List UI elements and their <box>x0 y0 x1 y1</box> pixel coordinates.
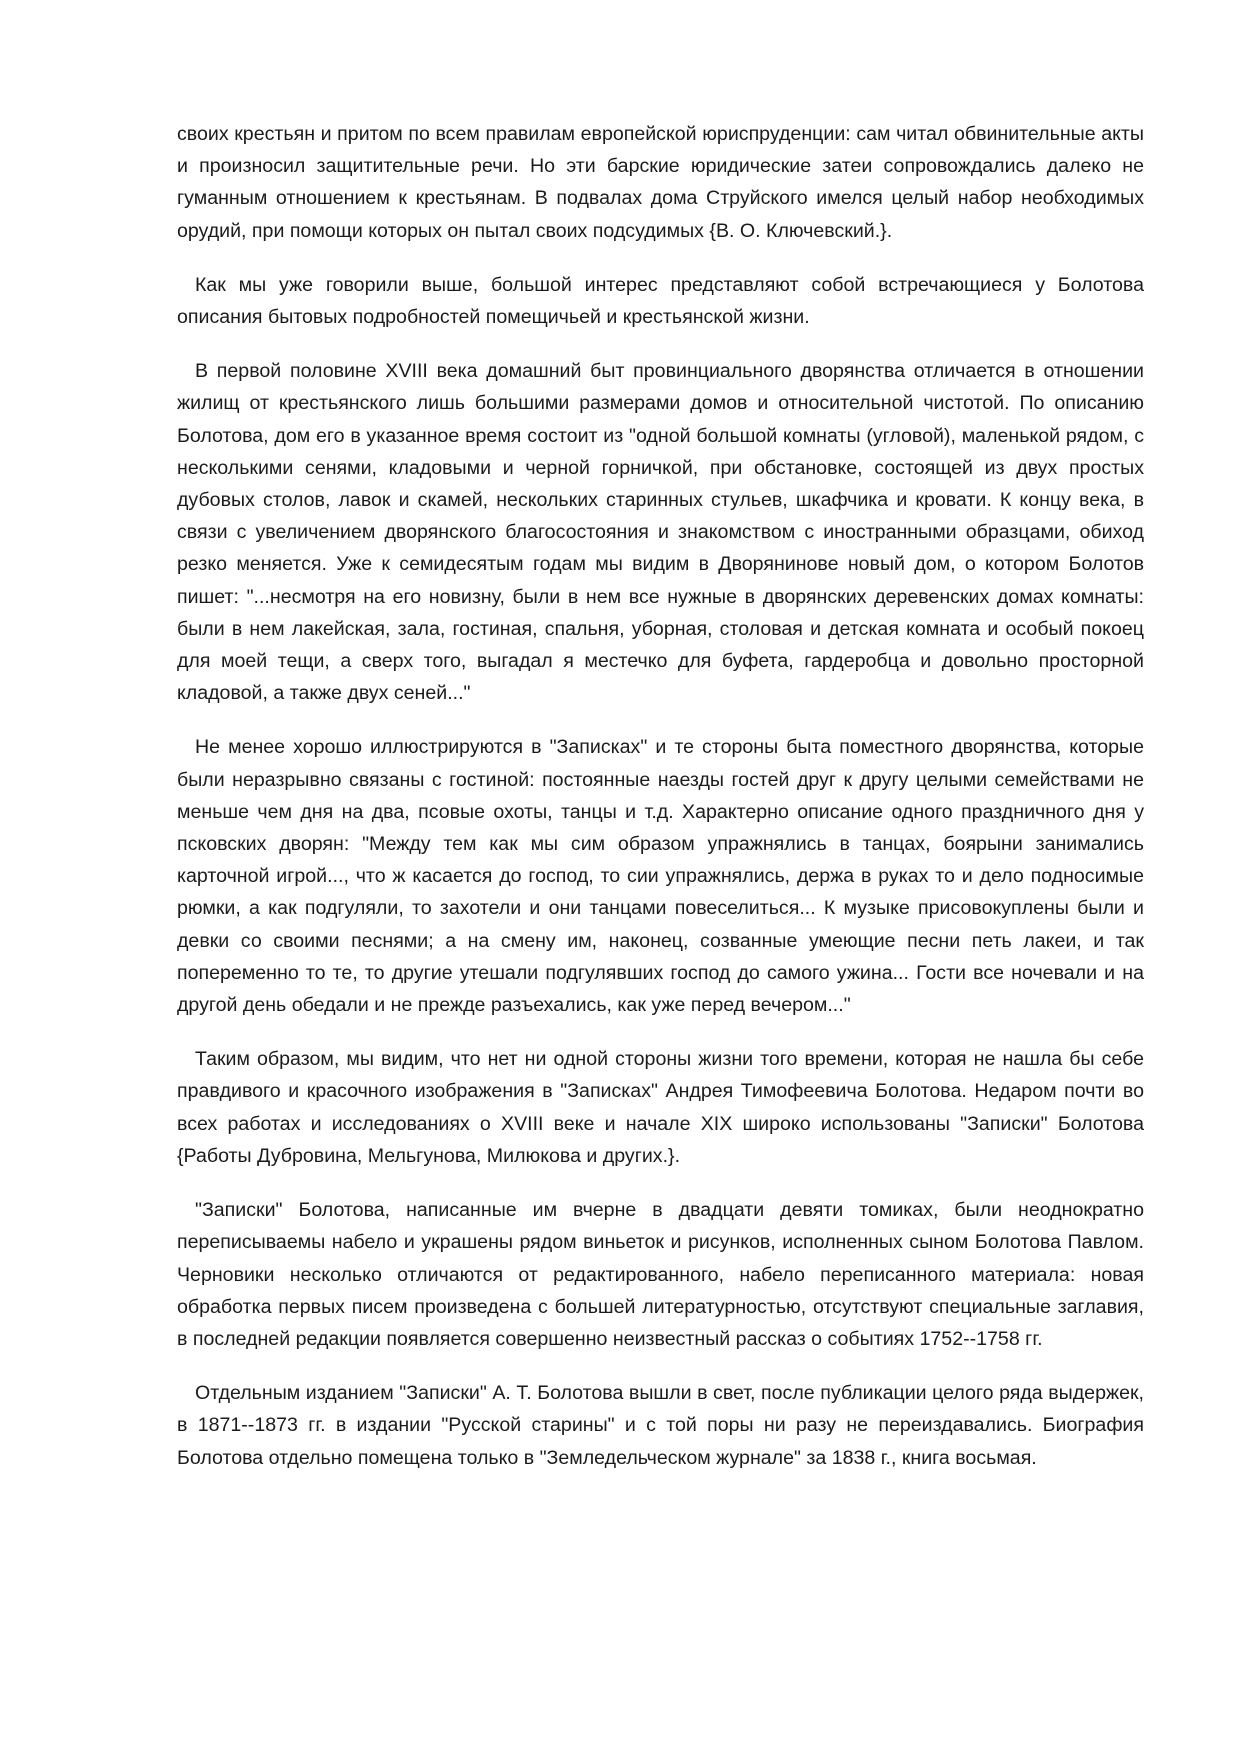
text-body <box>177 118 1144 1496</box>
paragraph-3: В первой половине XVIII века домашний быт провинциального дворянства отличается в отношении жилищ от крестьянского лишь большими размерами домов и относительной чистотой. По описанию Болотова, дом его в указанное время состоит из "одной большой комнаты (угловой), маленькой рядом, с несколькими сенями, кладовыми и черной горничкой, при обстановке, состоящей из двух простых дубовых столов, лавок и скамей, нескольких старинных стульев, шкафчика и кровати. К концу века, в связи с увеличением дворянского благосостояния и знакомством с иностранными образцами, обиход резко меняется. Уже к семидесятым годам мы видим в Дворянинове новый дом, о котором Болотов пишет: "...несмотря на его новизну, были в нем все нужные в дворянских деревенских домах комнаты: были в нем лакейская, зала, гостиная, спальня, уборная, столовая и детская комната и особый покоец для моей тещи, а сверх того, выгадал я местечко для буфета, гардеробца и довольно просторной кладовой, а также двух сеней..." <box>177 360 1144 705</box>
paragraph-5: Таким образом, мы видим, что нет ни одной стороны жизни того времени, которая не нашла бы себе правдивого и красочного изображения в "Записках" Андрея Тимофеевича Болотова. Недаром почти во всех работах и исследованиях о XVIII веке и начале XIX широко использованы "Записки" Болотова {Работы Дубровина, Мельгунова, Милюкова и других.}. <box>177 1048 1144 1167</box>
paragraph-1: своих крестьян и притом по всем правилам европейской юриспруденции: сам читал обвинительные акты и произносил защитительные речи. Но эти барские юридические затеи сопровождались далеко не гуманным отношением к крестьянам. В подвалах дома Струйского имелся целый набор необходимых орудий, при помощи которых он пытал своих подсудимых {В. О. Ключевский.}. <box>177 123 1144 242</box>
paragraph-6: "Записки" Болотова, написанные им вчерне в двадцати девяти томиках, были неоднократно переписываемы набело и украшены рядом виньеток и рисунков, исполненных сыном Болотова Павлом. Черновики несколько отличаются от редактированного, набело переписанного материала: новая обработка первых писем произведена с большей литературностью, отсутствуют специальные заглавия, в последней редакции появляется совершенно неизвестный рассказ о событиях 1752--1758 гг. <box>177 1199 1144 1350</box>
paragraph-2: Как мы уже говорили выше, большой интерес представляют собой встречающиеся у Болотова описания бытовых подробностей помещичьей и крестьянской жизни. <box>177 273 1144 329</box>
paragraph-7: Отдельным изданием "Записки" А. Т. Болотова вышли в свет, после публикации целого ряда выдержек, в 1871--1873 гг. в издании "Русской старины" и с той поры ни разу не переиздавались. Биография Болотова отдельно помещена только в "Земледельческом журнале" за 1838 г., книга восьмая. <box>177 1382 1144 1469</box>
paragraph-4: Не менее хорошо иллюстрируются в "Записках" и те стороны быта поместного дворянства, которые были неразрывно связаны с гостиной: постоянные наезды гостей друг к другу целыми семействами не меньше чем дня на два, псовые охоты, танцы и т.д. Характерно описание одного праздничного дня у псковских дворян: "Между тем как мы сим образом упражнялись в танцах, боярыни занимались карточной игрой..., что ж касается до господ, то сии упражнялись, держа в руках то и дело подносимые рюмки, а как подгуляли, то захотели и они танцами повеселиться... К музыке присовокуплены были и девки со своими песнями; а на смену им, наконец, созванные умеющие песни петь лакеи, и так попеременно то те, то другие утешали подгулявших господ до самого ужина... Гости все ночевали и на другой день обедали и не прежде разъехались, как уже перед вечером..." <box>177 736 1144 1017</box>
